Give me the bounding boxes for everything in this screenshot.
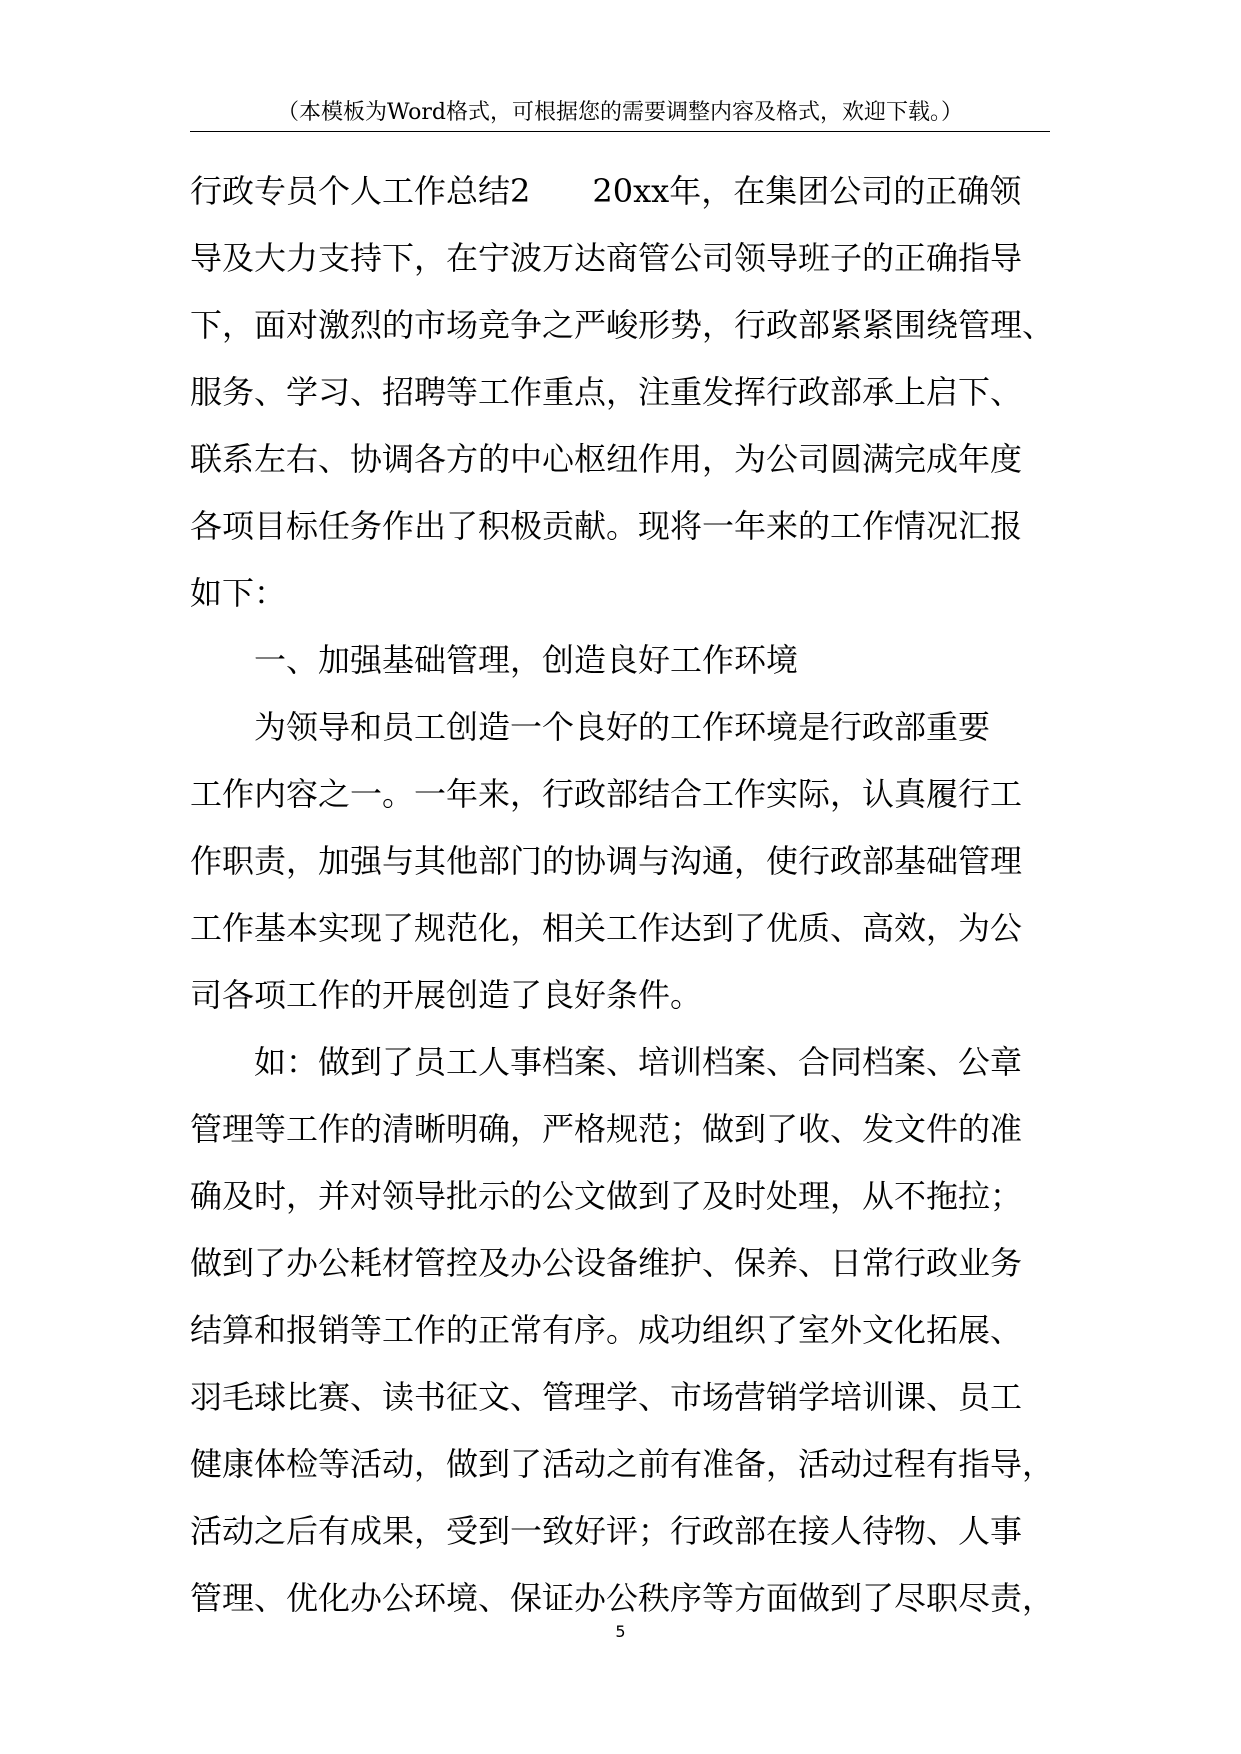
paragraph-line: 确及时，并对领导批示的公文做到了及时处理，从不拖拉； <box>190 1177 1023 1215</box>
paragraph-line: 如：做到了员工人事档案、培训档案、合同档案、公章 <box>254 1043 1023 1081</box>
paragraph-line: 工作内容之一。一年来，行政部结合工作实际，认真履行工 <box>190 775 1023 813</box>
title-line <box>190 158 1050 225</box>
paragraph-line: 20xx年，在集团公司的正确领 <box>592 172 1022 210</box>
paragraph-line: 下，面对激烈的市场竞争之严峻形势，行政部紧紧围绕管理、 <box>190 306 1055 344</box>
paragraph-line: 作职责，加强与其他部门的协调与沟通，使行政部基础管理 <box>190 842 1023 880</box>
paragraph-line: 导及大力支持下，在宁波万达商管公司领导班子的正确指导 <box>190 239 1023 277</box>
paragraph-line: 活动之后有成果，受到一致好评；行政部在接人待物、人事 <box>190 1512 1023 1550</box>
paragraph-line: 羽毛球比赛、读书征文、管理学、市场营销学培训课、员工 <box>190 1378 1023 1416</box>
document-body <box>190 158 1055 1632</box>
paragraph-line: 联系左右、协调各方的中心枢纽作用，为公司圆满完成年度 <box>190 440 1023 478</box>
page-number: 5 <box>615 1622 626 1641</box>
template-header-note: （本模板为Word格式，可根据您的需要调整内容及格式，欢迎下载。） <box>277 100 963 125</box>
paragraph-line: 如下： <box>190 574 287 612</box>
paragraph-line: 结算和报销等工作的正常有序。成功组织了室外文化拓展、 <box>190 1311 1023 1349</box>
document-title: 行政专员个人工作总结2 <box>190 172 531 210</box>
paragraph-line: 做到了办公耗材管控及办公设备维护、保养、日常行政业务 <box>190 1244 1023 1282</box>
paragraph-line: 各项目标任务作出了积极贡献。现将一年来的工作情况汇报 <box>190 507 1023 545</box>
paragraph-line: 为领导和员工创造一个良好的工作环境是行政部重要 <box>254 708 991 746</box>
paragraph-line: 服务、学习、招聘等工作重点，注重发挥行政部承上启下、 <box>190 373 1023 411</box>
paragraph-line: 管理等工作的清晰明确，严格规范；做到了收、发文件的准 <box>190 1110 1023 1148</box>
section-heading: 一、加强基础管理，创造良好工作环境 <box>254 641 799 679</box>
paragraph-line: 健康体检等活动，做到了活动之前有准备，活动过程有指导， <box>190 1445 1055 1483</box>
paragraph-line: 工作基本实现了规范化，相关工作达到了优质、高效，为公 <box>190 909 1023 947</box>
paragraph-line: 管理、优化办公环境、保证办公秩序等方面做到了尽职尽责， <box>190 1579 1055 1617</box>
header-divider <box>190 131 1050 132</box>
paragraph-line: 司各项工作的开展创造了良好条件。 <box>190 976 703 1014</box>
